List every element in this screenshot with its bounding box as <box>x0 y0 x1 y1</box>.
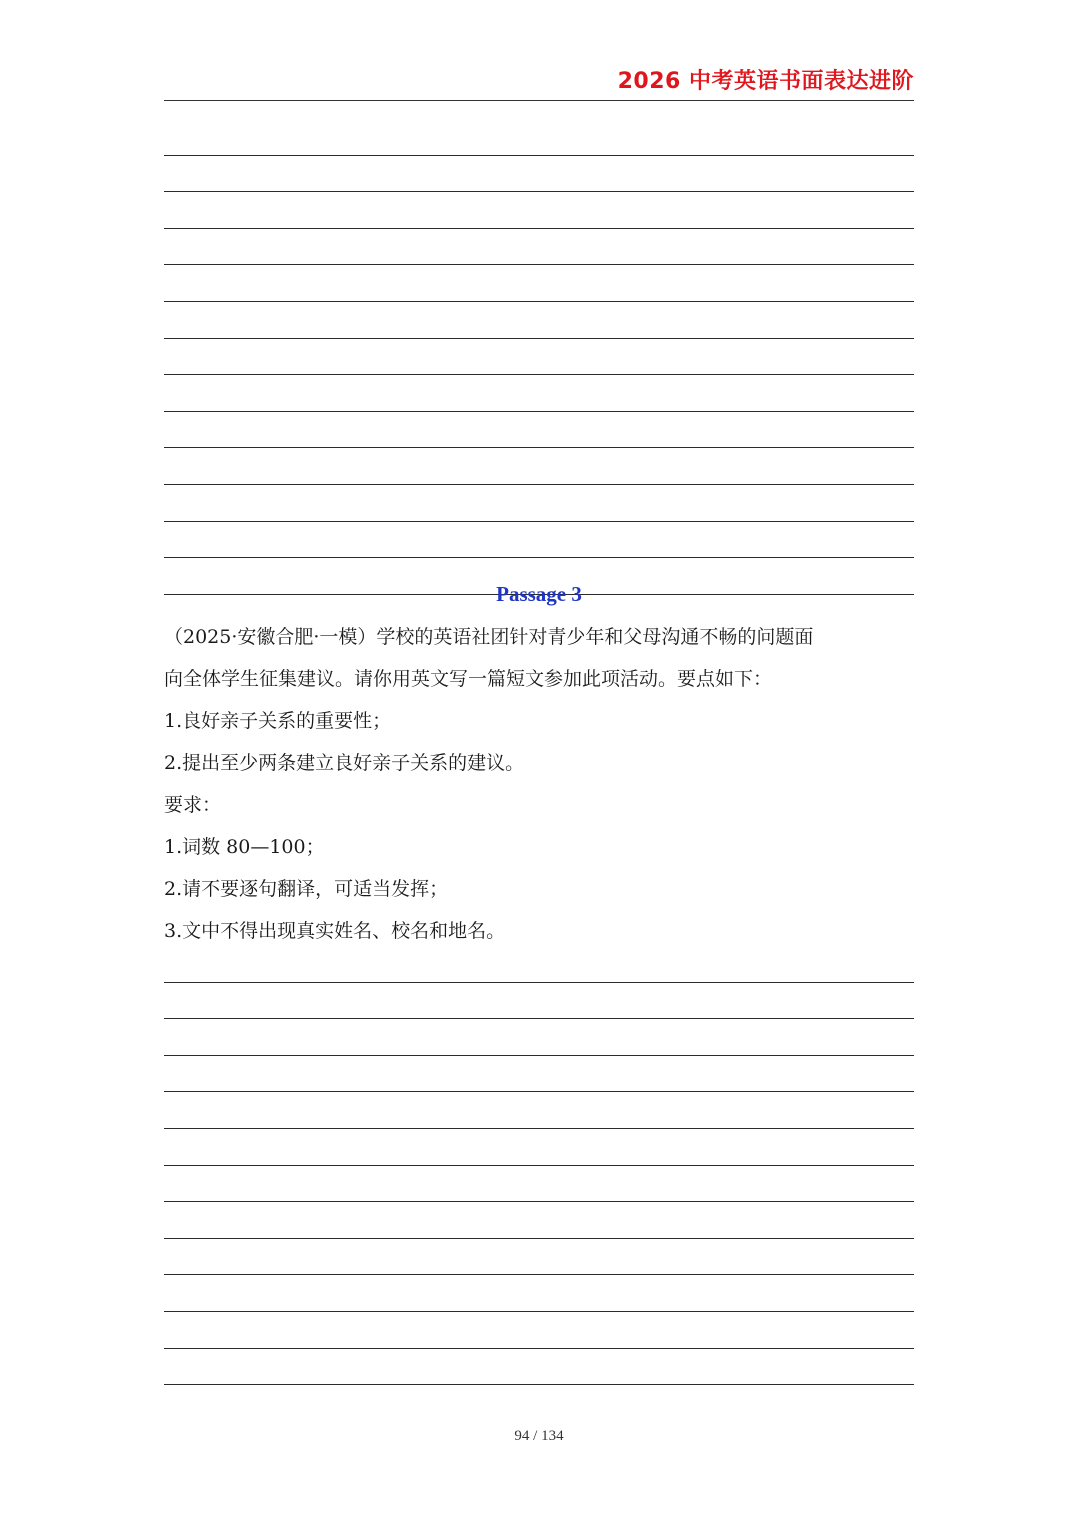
requirement-item: 3.文中不得出现真实姓名、校名和地名。 <box>164 920 506 942</box>
writing-line <box>164 302 914 339</box>
requirements-label: 要求： <box>164 794 222 816</box>
header-title: 2026 中考英语书面表达进阶 <box>617 69 914 94</box>
writing-line <box>164 1312 914 1349</box>
writing-line <box>164 156 914 193</box>
writing-line <box>164 946 914 983</box>
writing-line <box>164 1056 914 1093</box>
passage-title: Passage 3 <box>496 582 582 606</box>
page-number: 94 / 134 <box>514 1428 564 1444</box>
writing-line <box>164 448 914 485</box>
writing-line <box>164 119 914 156</box>
writing-prompt <box>164 616 916 952</box>
writing-line <box>164 192 914 229</box>
writing-line <box>164 1275 914 1312</box>
writing-line <box>164 1092 914 1129</box>
writing-line <box>164 265 914 302</box>
prompt-intro-line: 向全体学生征集建议。请你用英文写一篇短文参加此项活动。要点如下： <box>164 668 773 690</box>
writing-line <box>164 485 914 522</box>
prompt-point: 2.提出至少两条建立良好亲子关系的建议。 <box>164 752 525 774</box>
writing-line <box>164 1166 914 1203</box>
writing-lines-top <box>164 119 914 595</box>
writing-line <box>164 1129 914 1166</box>
writing-line <box>164 375 914 412</box>
writing-line <box>164 983 914 1020</box>
requirement-item: 1.词数 80—100； <box>164 836 325 858</box>
requirement-item: 2.请不要逐句翻译，可适当发挥； <box>164 878 449 900</box>
writing-line <box>164 1019 914 1056</box>
prompt-point: 1.良好亲子关系的重要性； <box>164 710 392 732</box>
writing-line <box>164 1202 914 1239</box>
writing-line <box>164 1239 914 1276</box>
page-header <box>164 0 914 101</box>
writing-line <box>164 522 914 559</box>
writing-line <box>164 229 914 266</box>
prompt-intro-line: （2025·安徽合肥·一模）学校的英语社团针对青少年和父母沟通不畅的问题面 <box>164 626 814 648</box>
writing-line <box>164 412 914 449</box>
writing-line <box>164 339 914 376</box>
writing-line <box>164 1349 914 1386</box>
writing-lines-bottom <box>164 946 914 1385</box>
